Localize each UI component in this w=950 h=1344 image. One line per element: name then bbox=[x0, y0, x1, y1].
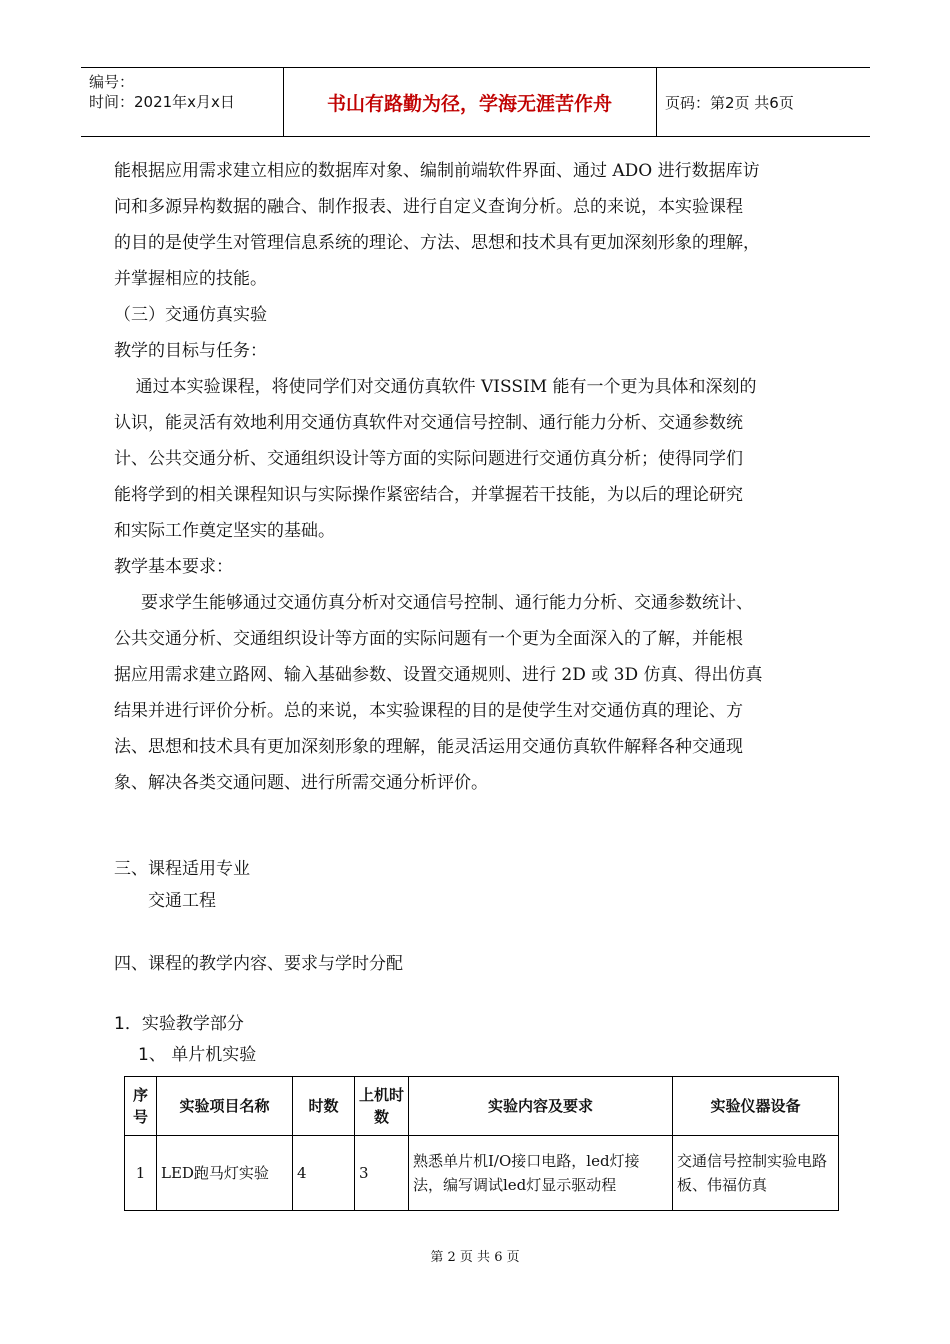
section-heading-4: 四、课程的教学内容、要求与学时分配 bbox=[114, 954, 403, 974]
table-row bbox=[125, 1136, 839, 1211]
column-header: 实验仪器设备 bbox=[673, 1077, 839, 1136]
text-line: 要求学生能够通过交通仿真分析对交通信号控制、通行能力分析、交通参数统计、 bbox=[114, 593, 754, 613]
goal-label: 教学的目标与任务： bbox=[114, 341, 267, 361]
text-line: 据应用需求建立路网、输入基础参数、设置交通规则、进行 2D 或 3D 仿真、得出仿真 bbox=[114, 665, 763, 685]
text-line: 通过本实验课程，将使同学们对交通仿真软件 VISSIM 能有一个更为具体和深刻的 bbox=[114, 377, 757, 397]
table-cell: 3 bbox=[355, 1136, 409, 1211]
column-header: 上机时数 bbox=[355, 1077, 409, 1136]
number-label: 编号： bbox=[89, 73, 135, 91]
column-header: 序号 bbox=[125, 1077, 157, 1136]
header-meta bbox=[89, 72, 235, 112]
section-title: （三）交通仿真实验 bbox=[114, 305, 267, 325]
header-divider bbox=[656, 68, 657, 136]
experiment-table bbox=[124, 1076, 839, 1211]
text-line: 认识，能灵活有效地利用交通仿真软件对交通信号控制、通行能力分析、交通参数统 bbox=[114, 413, 743, 433]
text-line: 能将学到的相关课程知识与实际操作紧密结合，并掌握若干技能，为以后的理论研究 bbox=[114, 485, 743, 505]
text-line: 公共交通分析、交通组织设计等方面的实际问题有一个更为全面深入的了解，并能根 bbox=[114, 629, 743, 649]
column-header: 实验项目名称 bbox=[157, 1077, 293, 1136]
requirement-label: 教学基本要求： bbox=[114, 557, 233, 577]
page-footer: 第 2 页 共 6 页 bbox=[430, 1250, 520, 1265]
table-cell: 4 bbox=[293, 1136, 355, 1211]
text-line: 的目的是使学生对管理信息系统的理论、方法、思想和技术具有更加深刻形象的理解， bbox=[114, 233, 760, 253]
table-header-row bbox=[125, 1077, 839, 1136]
section-heading-5: 1．实验教学部分 bbox=[114, 1014, 244, 1034]
text-line: 法、思想和技术具有更加深刻形象的理解，能灵活运用交通仿真软件解释各种交通现 bbox=[114, 737, 743, 757]
table-cell: 1 bbox=[125, 1136, 157, 1211]
column-header: 时数 bbox=[293, 1077, 355, 1136]
page-header bbox=[81, 67, 870, 137]
text-line: 问和多源异构数据的融合、制作报表、进行自定义查询分析。总的来说，本实验课程 bbox=[114, 197, 743, 217]
table-cell: LED跑马灯实验 bbox=[157, 1136, 293, 1211]
text-line: 和实际工作奠定坚实的基础。 bbox=[114, 521, 335, 541]
section-value-3: 交通工程 bbox=[148, 891, 216, 911]
paragraph-mis bbox=[114, 153, 763, 801]
header-motto: 书山有路勤为径，学海无涯苦作舟 bbox=[326, 92, 612, 115]
text-line: 结果并进行评价分析。总的来说，本实验课程的目的是使学生对交通仿真的理论、方 bbox=[114, 701, 743, 721]
section-heading-3: 三、课程适用专业 bbox=[114, 859, 250, 879]
header-page-label: 页码：第2页 共6页 bbox=[665, 93, 794, 112]
table-cell: 交通信号控制实验电路板、伟福仿真 bbox=[673, 1136, 839, 1211]
text-line: 并掌握相应的技能。 bbox=[114, 269, 267, 289]
text-line: 象、解决各类交通问题、进行所需交通分析评价。 bbox=[114, 773, 488, 793]
text-line: 能根据应用需求建立相应的数据库对象、编制前端软件界面、通过 ADO 进行数据库访 bbox=[114, 161, 760, 181]
table-cell: 熟悉单片机I/O接口电路，led灯接法，编写调试led灯显示驱动程 bbox=[409, 1136, 673, 1211]
text-line: 计、公共交通分析、交通组织设计等方面的实际问题进行交通仿真分析；使得同学们 bbox=[114, 449, 743, 469]
column-header: 实验内容及要求 bbox=[409, 1077, 673, 1136]
time-label: 时间：2021年x月x日 bbox=[89, 93, 235, 111]
section-heading-6: 1、 单片机实验 bbox=[138, 1045, 257, 1065]
